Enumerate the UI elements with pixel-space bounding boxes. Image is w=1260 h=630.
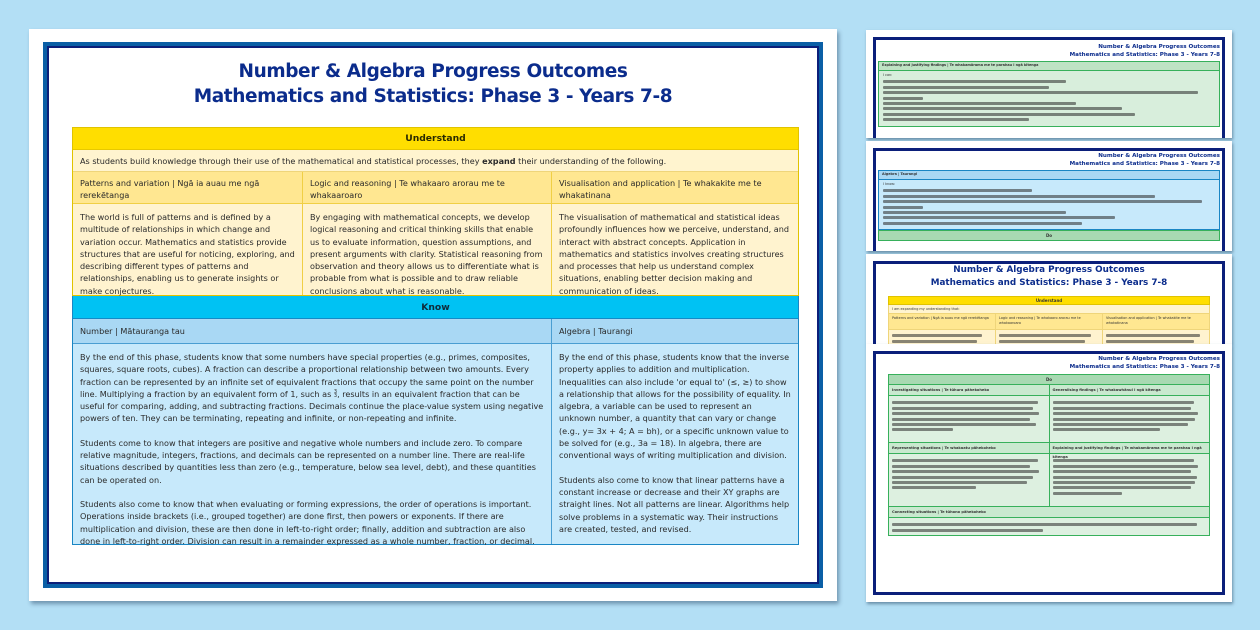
thumb-title-2: Mathematics and Statistics: Phase 3 - Years 7-8 xyxy=(1069,51,1220,58)
number-p1-text-end: , results in an equivalent fraction that can be useful for comparing, adding, and subtracting fractions. Decimals continue the place-value system using negative powers of ten. They can be terminating, repeating and infinite, or non-repeating and infinite. xyxy=(80,388,544,424)
thumb-section-body xyxy=(878,180,1220,230)
number-paragraph-3: Students also come to know that when evaluating or forming expressions, the order of operations is important. Operations inside brackets (i.e., grouped together) are done first, then powers or exponents. If there are multiplication and division, these are then done in left-to-right order; finally, addition and subtraction are also done in left-to-right order. Division can result in a remainder expressed as a whole number, fraction, or decimal. xyxy=(80,498,535,546)
thumb-col-heading: Logic and reasoning | Te whakaaro arorau me te whakaaroaro xyxy=(996,314,1103,329)
thumb-do-row-2 xyxy=(888,443,1210,507)
visualisation-application-heading: Visualisation and application | Te whakakite me te whakatinana xyxy=(552,172,798,204)
know-bodies xyxy=(73,344,798,544)
number-body xyxy=(73,344,552,544)
thumb-header xyxy=(1070,356,1220,371)
thumb-explaining-section xyxy=(878,61,1220,127)
logic-reasoning-heading: Logic and reasoning | Te whakaaro arorau me te whakaaroaro xyxy=(303,172,552,204)
document-border xyxy=(43,42,823,588)
thumb-do-heading: Do xyxy=(878,230,1220,241)
thumb-understand-bodies xyxy=(888,330,1210,344)
patterns-variation-heading: Patterns and variation | Ngā ia auau me ngā rerekētanga xyxy=(73,172,303,204)
understand-intro xyxy=(73,150,798,172)
thumb-col-heading: Visualisation and application | Te whakakite me te whakatinana xyxy=(1103,314,1209,329)
thumb-header xyxy=(1070,153,1220,168)
outcomes-table xyxy=(72,127,799,545)
thumb-generalising-heading: Generalising findings | Te whakawhānui i ngā kitenga xyxy=(1050,385,1210,396)
page-thumbnail-2[interactable] xyxy=(866,141,1232,251)
thumb-label: I can: xyxy=(883,73,893,77)
thumb-understand-section xyxy=(888,296,1210,344)
number-paragraph-2: Students come to know that integers are positive and negative whole numbers and include zero. To compare relative magnitude, integers, fractions, and decimals can be represented on a number line. There are real-life situations described by quantities less than zero (e.g., temperature, below sea level, debt), and these quantities can be operated on. xyxy=(80,437,536,485)
title-line-2: Mathematics and Statistics: Phase 3 - Years 7-8 xyxy=(193,86,673,107)
understand-subheadings xyxy=(73,172,798,204)
thumb-connecting-heading: Connecting situations | Te tūhono pāhekoheko xyxy=(888,507,1210,518)
thumb-header xyxy=(1070,44,1220,59)
thumb-do-heading: Do xyxy=(888,374,1210,385)
thumb-investigating-heading: Investigating situations | Te tūhura pāhekoheko xyxy=(889,385,1049,396)
thumb-title-1: Number & Algebra Progress Outcomes xyxy=(1098,44,1220,50)
thumb-section-heading: Algebra | Taurangi xyxy=(878,170,1220,180)
thumb-label: I know: xyxy=(883,182,895,186)
page-thumbnail-4[interactable] xyxy=(866,344,1232,602)
thumb-understand-subheadings xyxy=(888,314,1210,330)
thumb-explaining-heading: Explaining and justifying findings | Te whakamārama me te parahau i ngā kitenga xyxy=(1050,443,1210,454)
algebra-paragraph-2: Students also come to know that linear patterns have a constant increase or decrease and their XY graphs are straight lines. Not all patterns are linear. Algorithms help solve problems in a systematic way. Their instructions are created, tested, and revised. xyxy=(559,474,790,534)
thumb-title-2: Mathematics and Statistics: Phase 3 - Years 7-8 xyxy=(1069,160,1220,167)
visualisation-application-body: The visualisation of mathematical and statistical ideas profoundly influences how we perceive, understand, and interact with abstract concepts. Application in mathematics and statistics involves creating structures and processes that help us understand complex situations, enabling better decision making and communication of ideas. xyxy=(552,204,798,295)
thumb-col-heading: Patterns and variation | Ngā ia auau me ngā rerekētanga xyxy=(889,314,996,329)
thumb-title-2: Mathematics and Statistics: Phase 3 - Years 7-8 xyxy=(930,278,1168,288)
number-heading: Number | Mātauranga tau xyxy=(73,319,552,344)
fraction-denominator: 3 xyxy=(333,393,338,400)
thumb-understand-intro: I am expanding my understanding that: xyxy=(888,305,1210,314)
thumb-title-1: Number & Algebra Progress Outcomes xyxy=(1098,153,1220,159)
number-paragraph-1 xyxy=(80,351,544,425)
know-heading: Know xyxy=(73,296,798,319)
thumb-section-body xyxy=(878,71,1220,127)
thumb-connecting-body xyxy=(888,518,1210,536)
title-line-1: Number & Algebra Progress Outcomes xyxy=(238,61,628,82)
understand-section xyxy=(72,127,799,296)
thumb-section-heading: Explaining and justifying findings | Te whakamārama me te parahau i ngā kitenga xyxy=(878,61,1220,71)
document-title xyxy=(51,60,815,110)
intro-bold: expand xyxy=(482,156,516,166)
logic-reasoning-body: By engaging with mathematical concepts, we develop logical reasoning and critical thinking skills that enable us to evaluate information, question assumptions, and present arguments with clarity. Statistical reasoning from observation and theory allows us to differentiate what is probable from what is possible and to draw reliable conclusions about what is reasonable. xyxy=(303,204,552,295)
understand-bodies xyxy=(73,204,798,295)
know-subheadings xyxy=(73,319,798,344)
thumb-header xyxy=(866,264,1232,290)
intro-text-end: their understanding of the following. xyxy=(515,156,667,166)
thumb-do-row-1 xyxy=(888,385,1210,443)
know-section xyxy=(72,296,799,545)
thumb-title-1: Number & Algebra Progress Outcomes xyxy=(953,265,1145,275)
thumb-algebra-section xyxy=(878,170,1220,241)
document-body xyxy=(51,50,815,580)
understand-heading: Understand xyxy=(73,128,798,150)
thumb-title-1: Number & Algebra Progress Outcomes xyxy=(1098,356,1220,362)
main-document-preview[interactable] xyxy=(29,29,837,601)
page-thumbnail-1[interactable] xyxy=(866,30,1232,138)
thumb-do-section xyxy=(888,374,1210,536)
number-p1-text: By the end of this phase, students know that some numbers have special properties (e.g., primes, composites, squares, square roots, cubes). A fraction can describe a proportional relationship between two amounts. Every fraction can be represented by an infinite set of equivalent fractions that occupy the same point on the number line. Multiplying a fraction by an equivalent form of 1, such as xyxy=(80,352,534,399)
fraction-numerator: 3 xyxy=(333,388,338,395)
algebra-body xyxy=(552,344,798,544)
algebra-paragraph-1: By the end of this phase, students know that the inverse property applies to addition and multiplication. Inequalities can also include 'or equal to' (≤, ≥) to show a relationship that allows for the possibility of equality. In algebra, a variable can be used to represent an unknown number, a quantity that can vary or change (e.g., y= 3x + 4; A = bh), or a specific unknown value to be solved for (e.g., 3a = 18). In algebra, there are conventional ways of writing multiplication and division. xyxy=(559,352,791,461)
patterns-variation-body: The world is full of patterns and is defined by a multitude of relationships in which change and variation occur. Mathematics and statistics provide structures that are useful for noticing, exploring, and describing different types of patterns and relationships, enabling us to generate insights or make conjectures. xyxy=(73,204,303,295)
algebra-heading: Algebra | Taurangi xyxy=(552,319,798,344)
thumb-title-2: Mathematics and Statistics: Phase 3 - Years 7-8 xyxy=(1069,363,1220,370)
thumb-representing-heading: Representing situations | Te whakaatu pāhekoheko xyxy=(889,443,1049,454)
intro-text: As students build knowledge through their use of the mathematical and statistical processes, they xyxy=(80,156,483,166)
thumb-understand-heading: Understand xyxy=(888,296,1210,305)
page-thumbnail-3[interactable] xyxy=(866,254,1232,344)
